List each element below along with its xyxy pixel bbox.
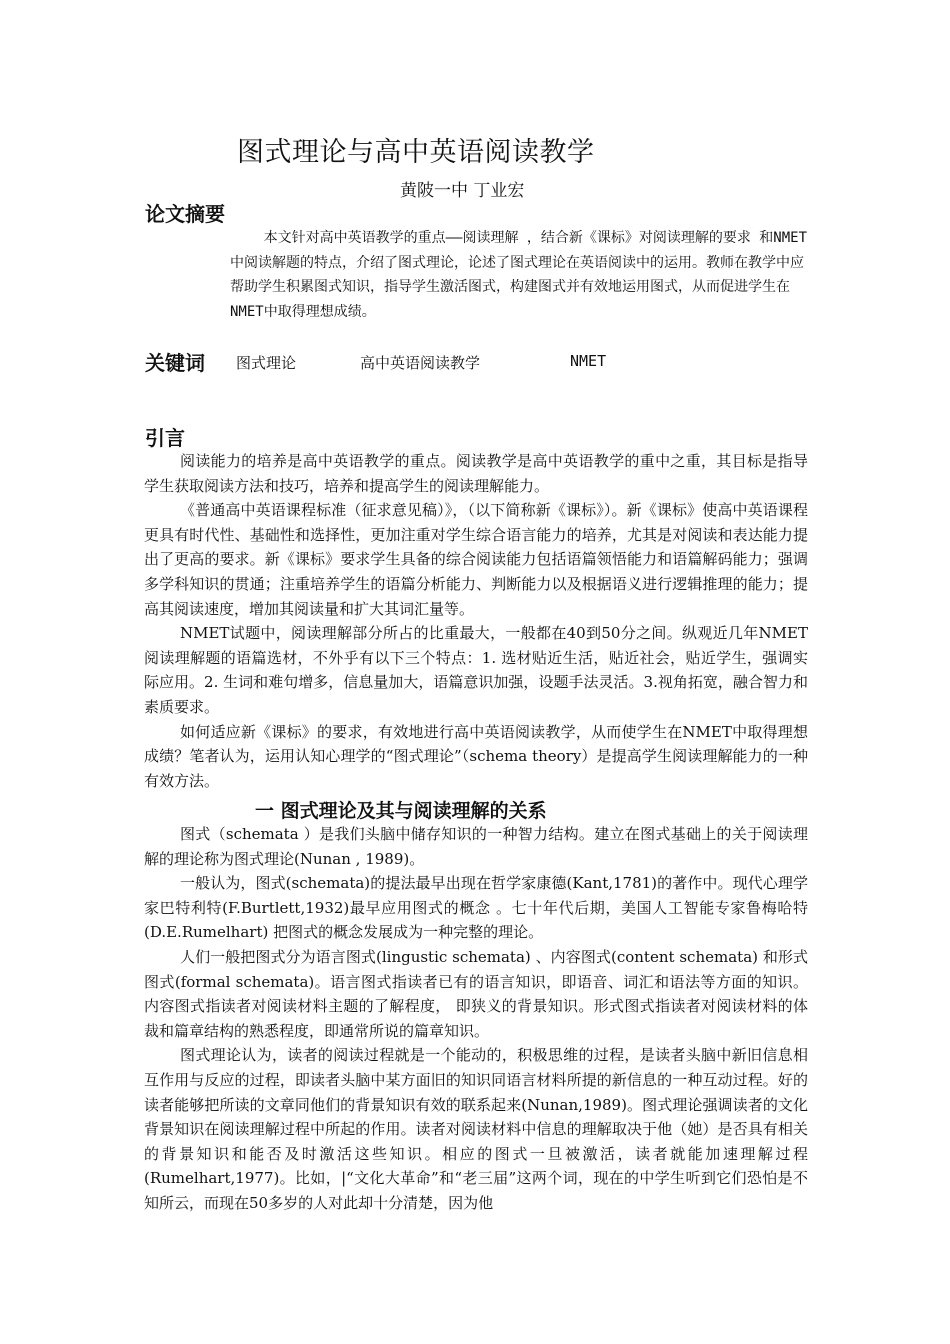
section1-paragraph: 人们一般把图式分为语言图式(lingustic schemata) 、内容图式(content schemata) 和形式图式(formal schemata)。语言图式指读者已有的语言知识，即语音、词汇和语法等方面的知识。 内容图式指读者对阅读材料主题的了解程度， 即狭义的背景知识。形式图式指读者对阅读材料的体裁和篇章结构的熟悉程度，即通常所说的篇章知识。 bbox=[144, 947, 808, 1040]
keyword-item: NMET bbox=[570, 352, 607, 370]
author-line: 黄陂一中 丁业宏 bbox=[400, 181, 525, 201]
intro-paragraph: NMET试题中，阅读理解部分所占的比重最大，一般都在40到50分之间。纵观近几年NMET阅读理解题的语篇选材，不外乎有以下三个特点：1. 选材贴近生活，贴近社会，贴近学生，强调实际应用。2. 生词和难句增多，信息量加大，语篇意识加强，设题手法灵活。3.视角拓宽，融合智力和素质要求。 bbox=[144, 624, 808, 716]
section1-heading: 一 图式理论及其与阅读理解的关系 bbox=[255, 800, 547, 822]
keywords-row bbox=[145, 347, 607, 376]
keyword-item: 高中英语阅读教学 bbox=[360, 354, 481, 372]
intro-paragraph: 《普通高中英语课程标准（征求意见稿）》，（以下简称新《课标》）。新《课标》使高中英语课程更具有时代性、基础性和选择性，更加注重对学生综合语言能力的培养，尤其是对阅读和表达能力提出了更高的要求。新《课标》要求学生具备的综合阅读能力包括语篇领悟能力和语篇解码能力；强调多学科知识的贯通；注重培养学生的语篇分析能力、判断能力以及根据语义进行逻辑推理的能力；提高其阅读速度，增加其阅读量和扩大其词汇量等。 bbox=[144, 501, 808, 618]
intro-paragraph: 阅读能力的培养是高中英语教学的重点。阅读教学是高中英语教学的重中之重，其目标是指导学生获取阅读方法和技巧，培养和提高学生的阅读理解能力。 bbox=[144, 452, 808, 495]
section1-paragraph: 一般认为，图式(schemata)的提法最早出现在哲学家康德(Kant,1781)的著作中。现代心理学家巴特利特(F.Burtlett,1932)最早应用图式的概念 。七十年代后期，美国人工智能专家鲁梅哈特(D.E.Rumelhart) 把图式的概念发展成为一种完整的理论。 bbox=[144, 874, 808, 942]
intro-heading: 引言 bbox=[145, 426, 185, 450]
abstract-body bbox=[230, 226, 810, 324]
section1-paragraph: 图式理论认为，读者的阅读过程就是一个能动的，积极思维的过程，是读者头脑中新旧信息相互作用与反应的过程，即读者头脑中某方面旧的知识同语言材料所提的新信息的一种互动过程。好的读者能够把所读的文章同他们的背景知识有效的联系起来(Nunan,1989)。图式理论强调读者的文化背景知识在阅读理解过程中所起的作用。读者对阅读材料中信息的理解取决于他（她）是否具有相关的背景知识和能否及时激活这些知识。相应的图式一旦被激活，读者就能加速理解过程(Rumelhart,1977)。比如，|“文化大革命”和“老三届”这两个词，现在的中学生听到它们恐怕是不知所云，而现在50多岁的人对此却十分清楚，因为他 bbox=[144, 1046, 808, 1212]
intro-paragraph: 如何适应新《课标》的要求，有效地进行高中英语阅读教学，从而使学生在NMET中取得理想成绩？笔者认为，运用认知心理学的“图式理论”（schema theory）是提高学生阅读理解能力的一种有效方法。 bbox=[144, 722, 808, 790]
document-title: 图式理论与高中英语阅读教学 bbox=[237, 137, 595, 168]
section1-paragraph: 图式（schemata ）是我们头脑中储存知识的一种智力结构。建立在图式基础上的关于阅读理解的理论称为图式理论(Nunan , 1989)。 bbox=[144, 825, 808, 868]
keyword-item: 图式理论 bbox=[236, 354, 297, 372]
section1-body bbox=[144, 822, 808, 1216]
abstract-heading: 论文摘要 bbox=[145, 202, 225, 226]
keywords-label: 关键词 bbox=[145, 351, 205, 375]
abstract-paragraph: 本文针对高中英语教学的重点——阅读理解 ，结合新《课标》对阅读理解的要求 和NMET中阅读解题的特点，介绍了图式理论，论述了图式理论在英语阅读中的运用。教师在教学中应帮助学生积累图式知识，指导学生激活图式，构建图式并有效地运用图式，从而促进学生在 NMET中取得理想成绩。 bbox=[230, 230, 808, 320]
intro-section bbox=[144, 449, 808, 793]
